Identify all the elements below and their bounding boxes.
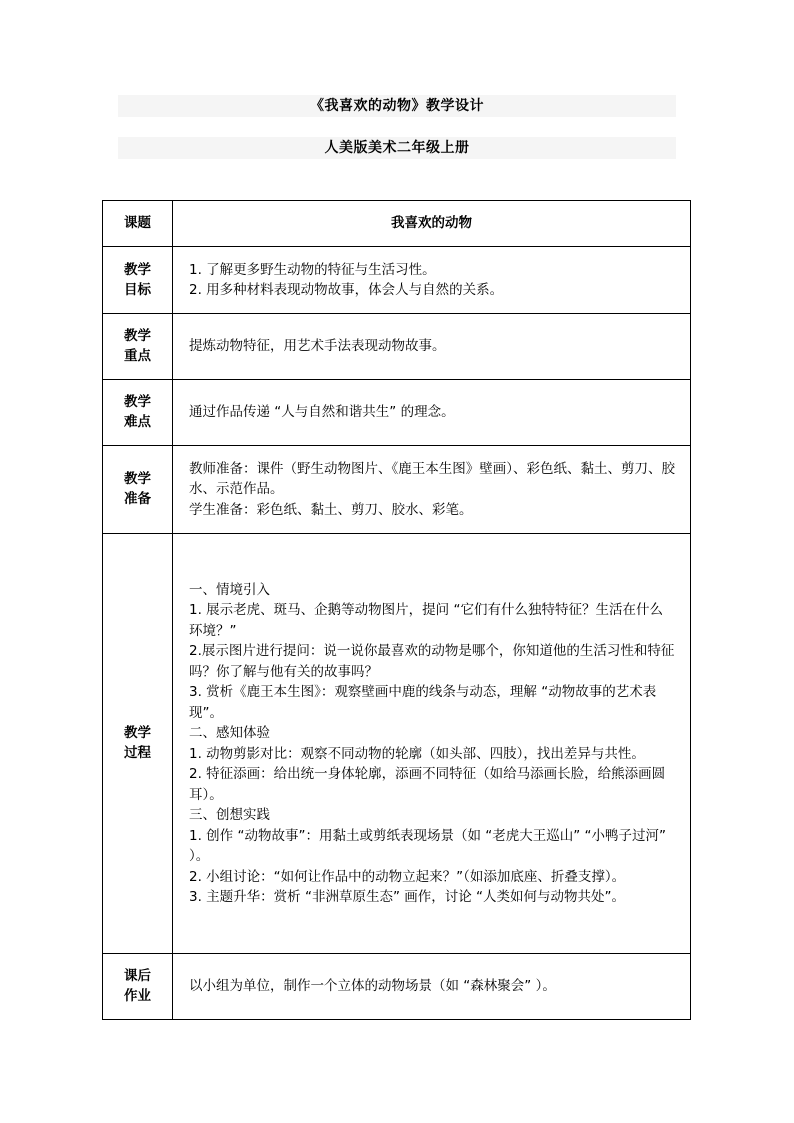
process-heading: 三、创想实践 (189, 807, 270, 823)
table-row-process (103, 534, 691, 954)
table-row-objectives (103, 247, 691, 314)
difficulties-content: 通过作品传递 “人与自然和谐共生” 的理念。 (173, 380, 691, 446)
process-item: 1. 创作 “动物故事”：用黏土或剪纸表现场景（如 “老虎大王巡山” “小鸭子过河” ）。 (189, 827, 667, 864)
table-row-difficulties (103, 380, 691, 446)
row-label-difficulties: 教学难点 (103, 380, 173, 446)
row-label-homework: 课后作业 (103, 954, 173, 1020)
preparation-item: 教师准备：课件（野生动物图片、《鹿王本生图》壁画）、彩色纸、黏土、剪刀、胶水、示范作品。 (189, 460, 675, 498)
table-row-homework (103, 954, 691, 1020)
row-label-objectives: 教学目标 (103, 247, 173, 314)
process-item: 2. 小组讨论：“如何让作品中的动物立起来？”（如添加底座、折叠支撑）。 (189, 868, 626, 885)
objective-item: 2. 用多种材料表现动物故事，体会人与自然的关系。 (189, 282, 504, 298)
lesson-plan-table (102, 200, 691, 1020)
table-row-key-points (103, 314, 691, 380)
process-item: 1. 展示老虎、斑马、企鹅等动物图片，提问 “它们有什么独特特征？生活在什么环境？” (189, 602, 663, 639)
process-item: 3. 主题升华：赏析 “非洲草原生态” 画作，讨论 “人类如何与动物共处”。 (189, 889, 626, 905)
process-content (173, 534, 691, 954)
process-item: 1. 动物剪影对比：观察不同动物的轮廓（如头部、四肢），找出差异与共性。 (189, 745, 645, 762)
row-label-preparation: 教学准备 (103, 446, 173, 534)
table-row-topic (103, 201, 691, 247)
process-item: 3. 赏析《鹿王本生图》：观察壁画中鹿的线条与动态，理解 “动物故事的艺术表现”。 (189, 684, 657, 721)
row-label-process: 教学过程 (103, 534, 173, 954)
preparation-item: 学生准备：彩色纸、黏土、剪刀、胶水、彩笔。 (189, 501, 473, 518)
document-subtitle: 人美版美术二年级上册 (118, 137, 676, 159)
topic-value: 我喜欢的动物 (173, 201, 691, 247)
process-item: 2.展示图片进行提问：说一说你最喜欢的动物是哪个，你知道他的生活习性和特征吗？你了解与他有关的故事吗？ (189, 643, 675, 680)
row-label-topic: 课题 (103, 201, 173, 247)
process-item: 2. 特征添画：给出统一身体轮廓，添画不同特征（如给马添画长脸，给熊添画圆耳）。 (189, 766, 666, 803)
process-heading: 一、情境引入 (189, 581, 270, 598)
homework-content: 以小组为单位，制作一个立体的动物场景（如 “森林聚会” ）。 (173, 954, 691, 1020)
objectives-content (173, 247, 691, 314)
objective-item: 1. 了解更多野生动物的特征与生活习性。 (189, 261, 436, 278)
table-row-preparation (103, 446, 691, 534)
preparation-content (173, 446, 691, 534)
document-title: 《我喜欢的动物》教学设计 (118, 95, 676, 117)
row-label-key-points: 教学重点 (103, 314, 173, 380)
key-points-content: 提炼动物特征，用艺术手法表现动物故事。 (173, 314, 691, 380)
process-heading: 二、感知体验 (189, 725, 270, 741)
